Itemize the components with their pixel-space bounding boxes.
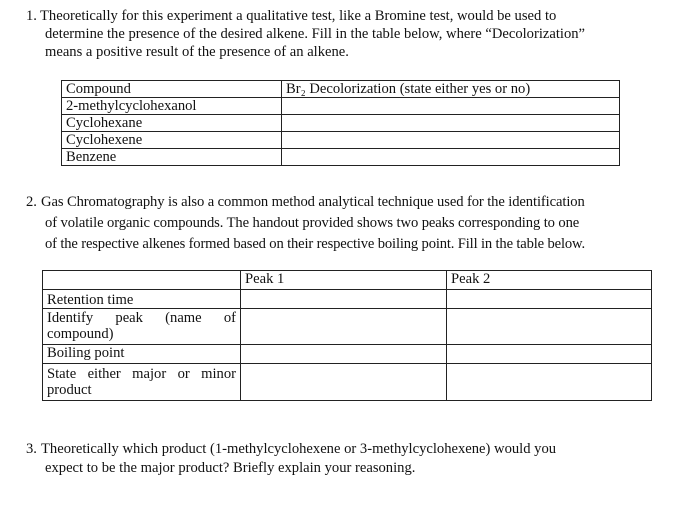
question-1-line-1: Theoretically for this experiment a qualitative test, like a Bromine test, would be used to — [40, 8, 557, 24]
bromine-test-table — [61, 80, 620, 166]
table-row — [43, 345, 652, 364]
answer-cell[interactable] — [282, 98, 620, 115]
table-row — [62, 132, 620, 149]
peak-2-cell[interactable] — [447, 309, 652, 345]
header-peak-1: Peak 1 — [241, 271, 447, 290]
table-row — [62, 98, 620, 115]
question-3-line-1: Theoretically which product (1-methylcyclohexene or 3-methylcyclohexene) would you — [41, 441, 557, 457]
peak-2-cell[interactable] — [447, 345, 652, 364]
compound-cell: Benzene — [62, 149, 282, 166]
row-label-retention-time: Retention time — [43, 290, 241, 309]
question-3-line-2: expect to be the major product? Briefly explain your reasoning. — [45, 460, 416, 476]
question-1-number: 1. — [26, 8, 37, 24]
question-1-line-3: means a positive result of the presence of an alkene. — [45, 44, 349, 60]
header-blank — [43, 271, 241, 290]
peak-1-cell[interactable] — [241, 290, 447, 309]
peak-2-cell[interactable] — [447, 290, 652, 309]
row-label-boiling-point: Boiling point — [43, 345, 241, 364]
table-row — [62, 149, 620, 166]
question-3 — [26, 440, 666, 477]
question-1-line-2: determine the presence of the desired alkene. Fill in the table below, where “Decolorization” — [45, 26, 586, 42]
question-2-line-2: of volatile organic compounds. The handout provided shows two peaks corresponding to one — [45, 215, 580, 231]
question-2 — [26, 193, 666, 253]
answer-cell[interactable] — [282, 132, 620, 149]
question-2-line-3: of the respective alkenes formed based on their respective boiling point. Fill in the table below. — [45, 236, 585, 252]
gas-chromatography-table — [42, 270, 652, 401]
table-header-row — [62, 81, 620, 98]
row-label-major-minor: State either major or minor product — [43, 364, 241, 401]
peak-1-cell[interactable] — [241, 345, 447, 364]
peak-1-cell[interactable] — [241, 309, 447, 345]
table-header-row — [43, 271, 652, 290]
compound-cell: Cyclohexene — [62, 132, 282, 149]
table-row — [43, 290, 652, 309]
row-label-identify-peak: Identify peak (name of compound) — [43, 309, 241, 345]
header-br2-decolorization: Br₂ Decolorization (state either yes or no) — [282, 81, 620, 98]
table-row — [62, 115, 620, 132]
answer-cell[interactable] — [282, 115, 620, 132]
compound-cell: Cyclohexane — [62, 115, 282, 132]
peak-2-cell[interactable] — [447, 364, 652, 401]
question-3-number: 3. — [26, 441, 37, 457]
table-row — [43, 309, 652, 345]
answer-cell[interactable] — [282, 149, 620, 166]
header-compound: Compound — [62, 81, 282, 98]
compound-cell: 2-methylcyclohexanol — [62, 98, 282, 115]
question-2-number: 2. — [26, 194, 37, 210]
table-row — [43, 364, 652, 401]
peak-1-cell[interactable] — [241, 364, 447, 401]
question-1 — [26, 7, 666, 61]
header-peak-2: Peak 2 — [447, 271, 652, 290]
question-2-line-1: Gas Chromatography is also a common method analytical technique used for the identification — [41, 194, 585, 210]
